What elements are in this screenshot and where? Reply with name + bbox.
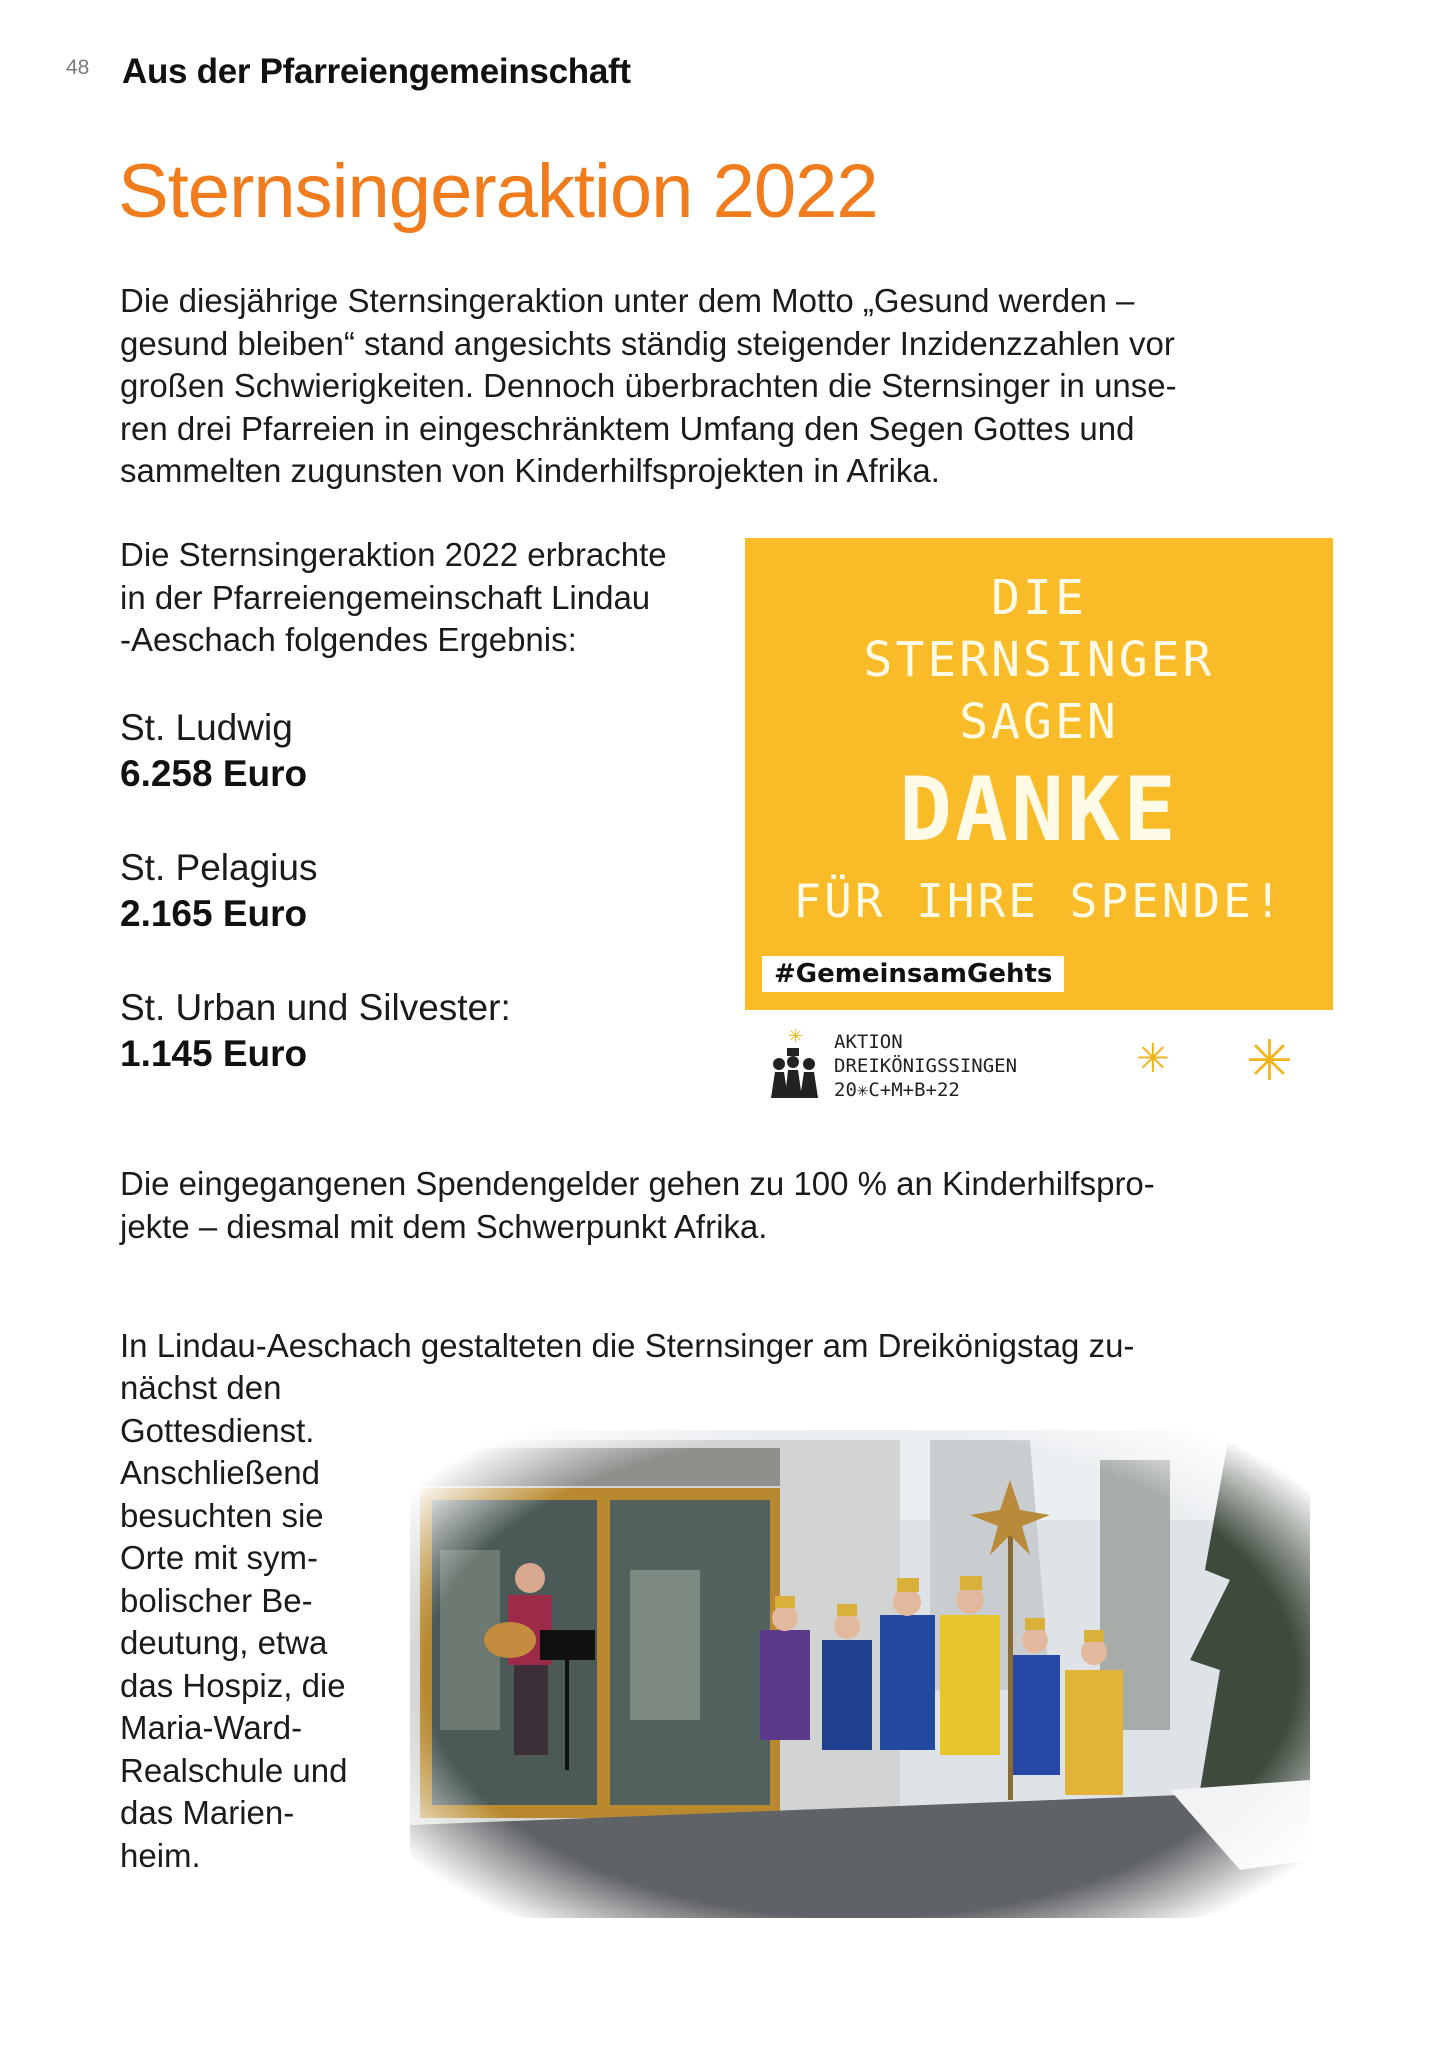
thanks-line: FÜR IHRE SPENDE! (793, 874, 1285, 928)
article-title: Sternsingeraktion 2022 (118, 149, 878, 234)
campaign-logo-line: DREIKÖNIGSSINGEN (834, 1055, 1018, 1077)
parish-result (120, 845, 317, 937)
aeschach-line: das Marien- (120, 1794, 295, 1831)
aeschach-line: besuchten sie (120, 1496, 324, 1534)
aeschach-line: Realschule und (120, 1751, 348, 1789)
thanks-card (745, 538, 1333, 1010)
hashtag-label: #GemeinsamGehts (762, 956, 1064, 992)
thanks-line: DIE (991, 570, 1087, 626)
thanks-line: DANKE (899, 758, 1179, 861)
intro-line: gesund bleiben“ stand angesichts ständig steigender Inzidenzzahlen vor (120, 324, 1175, 362)
page-number: 48 (66, 56, 90, 79)
thanks-line: STERNSINGER (863, 632, 1215, 688)
aeschach-line: deutung, etwa (120, 1624, 328, 1661)
result-line: in der Pfarreiengemeinschaft Lindau (120, 578, 651, 616)
aeschach-line: Maria-Ward- (120, 1709, 303, 1746)
result-line: Die Sternsingeraktion 2022 erbrachte (120, 536, 667, 573)
aeschach-line: bolischer Be- (120, 1581, 313, 1619)
parish-name: St. Pelagius (120, 847, 318, 888)
intro-line: ren drei Pfarreien in eingeschränktem Umfang den Segen Gottes und (120, 409, 1135, 447)
parish-amount: 6.258 Euro (120, 753, 308, 794)
aeschach-line: Orte mit sym- (120, 1539, 318, 1576)
aeschach-line: nächst den (120, 1369, 282, 1406)
parish-result (120, 705, 307, 797)
thanks-line: SAGEN (959, 694, 1119, 750)
donation-line: jekte – diesmal mit dem Schwerpunkt Afrika. (120, 1207, 768, 1245)
parish-result (120, 985, 511, 1077)
intro-line: großen Schwierigkeiten. Dennoch überbrachten die Sternsinger in unse- (120, 367, 1177, 404)
three-kings-icon (770, 1026, 826, 1106)
star-icon: ✳ (1136, 1037, 1170, 1081)
intro-line: Die diesjährige Sternsingeraktion unter dem Motto „Gesund werden – (120, 282, 1135, 319)
donation-line: Die eingegangenen Spendengelder gehen zu 100 % an Kinderhilfspro- (120, 1165, 1155, 1202)
donation-paragraph (120, 1163, 1360, 1248)
carolers-photo (410, 1430, 1310, 1918)
aeschach-first-line: In Lindau-Aeschach gestalteten die Sternsinger am Dreikönigstag zu- (120, 1327, 1135, 1364)
result-line: -Aeschach folgendes Ergebnis: (120, 621, 577, 658)
parish-amount: 2.165 Euro (120, 893, 308, 934)
campaign-logo-text (834, 1030, 1017, 1102)
campaign-logo (770, 1020, 1330, 1120)
parish-amount: 1.145 Euro (120, 1033, 308, 1074)
section-header: Aus der Pfarreiengemeinschaft (122, 52, 631, 91)
svg-text:✳: ✳ (788, 1026, 804, 1047)
campaign-logo-line: AKTION (834, 1031, 903, 1053)
aeschach-line: Anschließend (120, 1454, 320, 1491)
aeschach-line: das Hospiz, die (120, 1666, 346, 1704)
intro-line: sammelten zugunsten von Kinderhilfsprojekten in Afrika. (120, 452, 940, 489)
parish-name: St. Ludwig (120, 707, 293, 748)
aeschach-line: Gottesdienst. (120, 1411, 315, 1449)
star-icon: ✳ (1246, 1029, 1293, 1092)
intro-paragraph (120, 280, 1350, 493)
campaign-logo-line: 20✳C+M+B+22 (834, 1079, 960, 1101)
aeschach-line: heim. (120, 1836, 201, 1874)
result-paragraph (120, 534, 740, 662)
parish-name: St. Urban und Silvester: (120, 987, 511, 1028)
aeschach-paragraph (120, 1367, 410, 1877)
